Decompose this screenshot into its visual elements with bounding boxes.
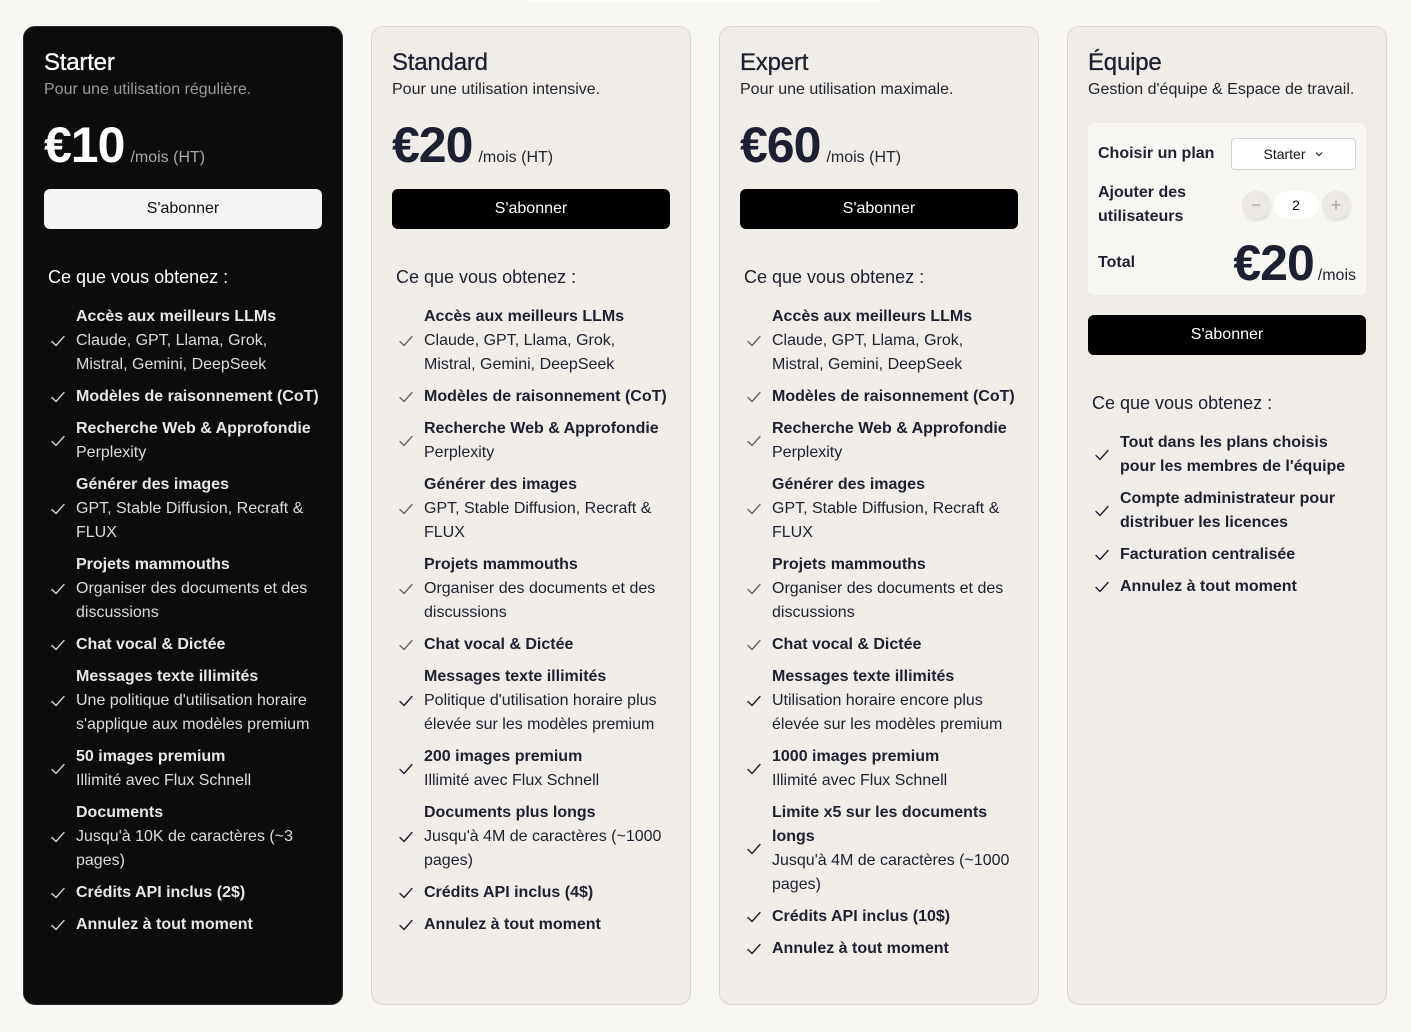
feature-heading: Accès aux meilleurs LLMs (76, 308, 277, 325)
feature-description: GPT, Stable Diffusion, Recraft & FLUX (424, 500, 652, 541)
check-icon (392, 637, 420, 653)
feature-item (392, 881, 670, 905)
check-icon (44, 693, 72, 709)
feature-heading: Annulez à tout moment (424, 916, 601, 933)
subscribe-button-standard[interactable]: S'abonner (392, 189, 670, 229)
check-icon (1088, 579, 1116, 595)
feature-heading: Projets mammouths (772, 556, 926, 573)
check-icon (740, 581, 768, 597)
check-icon (1088, 503, 1116, 519)
feature-item (1088, 487, 1366, 535)
feature-item (392, 385, 670, 409)
feature-heading: Chat vocal & Dictée (424, 636, 574, 653)
check-icon (392, 693, 420, 709)
feature-list (1088, 431, 1366, 599)
feature-item (740, 801, 1018, 897)
feature-description: Jusqu'à 10K de caractères (~3 pages) (76, 828, 293, 869)
feature-heading: Compte administrateur pour distribuer les licences (1120, 490, 1336, 531)
feature-heading: Annulez à tout moment (772, 940, 949, 957)
feature-item (392, 553, 670, 625)
plan-title: Starter (44, 49, 115, 76)
chevron-down-icon (1314, 149, 1324, 159)
feature-item (392, 801, 670, 873)
feature-item (392, 473, 670, 545)
features-title: Ce que vous obtenez : (1092, 393, 1273, 413)
feature-heading: Générer des images (424, 476, 577, 493)
check-icon (392, 917, 420, 933)
feature-description: Perplexity (424, 444, 495, 461)
plan-card-standard (371, 26, 691, 1005)
feature-item (44, 665, 322, 737)
feature-heading: Annulez à tout moment (1120, 578, 1297, 595)
feature-item (392, 417, 670, 465)
feature-description: Utilisation horaire encore plus élevée sur les modèles premium (772, 692, 1003, 733)
feature-heading: 50 images premium (76, 748, 226, 765)
feature-heading: Messages texte illimités (772, 668, 955, 685)
feature-description: Jusqu'à 4M de caractères (~1000 pages) (772, 852, 1010, 893)
feature-item (740, 305, 1018, 377)
features-title: Ce que vous obtenez : (48, 267, 229, 287)
add-users-label: Ajouter des utilisateurs (1098, 184, 1187, 225)
check-icon (44, 637, 72, 653)
plan-subtitle: Pour une utilisation intensive. (392, 81, 601, 98)
check-icon (740, 693, 768, 709)
plan-card-starter (23, 26, 343, 1005)
feature-heading: Projets mammouths (424, 556, 578, 573)
feature-item (1088, 575, 1366, 599)
subscribe-button-expert[interactable]: S'abonner (740, 189, 1018, 229)
check-icon (740, 433, 768, 449)
feature-heading: Documents plus longs (424, 804, 596, 821)
feature-item (740, 937, 1018, 961)
subscribe-button-starter[interactable]: S'abonner (44, 189, 322, 229)
total-label: Total (1098, 254, 1136, 271)
price-row (44, 117, 322, 175)
feature-heading: Annulez à tout moment (76, 916, 253, 933)
increment-button[interactable] (1322, 191, 1350, 219)
feature-heading: Tout dans les plans choisis pour les membres de l'équipe (1120, 434, 1346, 475)
plan-subtitle: Gestion d'équipe & Espace de travail. (1088, 81, 1355, 98)
check-icon (1088, 547, 1116, 563)
feature-description: Illimité avec Flux Schnell (772, 772, 948, 789)
feature-heading: Modèles de raisonnement (CoT) (76, 388, 319, 405)
feature-description: Perplexity (76, 444, 147, 461)
feature-item (44, 553, 322, 625)
feature-description: Organiser des documents et des discussions (424, 580, 656, 621)
feature-item (740, 633, 1018, 657)
decrement-button[interactable] (1242, 191, 1270, 219)
feature-item (44, 633, 322, 657)
check-icon (740, 333, 768, 349)
total-price: €20 (1233, 235, 1314, 291)
plan-price: €20 (392, 117, 473, 173)
feature-list (740, 305, 1018, 961)
feature-description: Claude, GPT, Llama, Grok, Mistral, Gemini, DeepSeek (772, 332, 964, 373)
check-icon (44, 761, 72, 777)
check-icon (392, 885, 420, 901)
check-icon (740, 941, 768, 957)
feature-heading: Générer des images (76, 476, 229, 493)
check-icon (44, 581, 72, 597)
feature-heading: Crédits API inclus (2$) (76, 884, 246, 901)
check-icon (44, 885, 72, 901)
feature-description: Organiser des documents et des discussions (772, 580, 1004, 621)
plan-title: Équipe (1088, 49, 1162, 76)
plan-select[interactable] (1231, 138, 1356, 170)
feature-description: Claude, GPT, Llama, Grok, Mistral, Gemini, DeepSeek (76, 332, 268, 373)
feature-heading: Recherche Web & Approfondie (424, 420, 659, 437)
feature-item (1088, 431, 1366, 479)
feature-heading: Modèles de raisonnement (CoT) (424, 388, 667, 405)
feature-heading: Messages texte illimités (76, 668, 259, 685)
feature-list (44, 305, 322, 937)
features-title: Ce que vous obtenez : (396, 267, 577, 287)
minus-icon: − (1250, 194, 1262, 215)
check-icon (44, 389, 72, 405)
feature-heading: Crédits API inclus (10$) (772, 908, 951, 925)
check-icon (392, 581, 420, 597)
feature-description: Une politique d'utilisation horaire s'applique aux modèles premium (76, 692, 310, 733)
feature-item (44, 385, 322, 409)
feature-item (740, 417, 1018, 465)
feature-heading: Accès aux meilleurs LLMs (424, 308, 625, 325)
user-count-value[interactable]: 2 (1274, 191, 1318, 219)
feature-list (392, 305, 670, 937)
check-icon (392, 389, 420, 405)
check-icon (392, 333, 420, 349)
check-icon (44, 501, 72, 517)
price-unit: /mois (HT) (826, 149, 902, 166)
choose-plan-label: Choisir un plan (1098, 145, 1215, 162)
feature-item (44, 473, 322, 545)
feature-heading: Accès aux meilleurs LLMs (772, 308, 973, 325)
check-icon (740, 637, 768, 653)
feature-item (44, 305, 322, 377)
feature-heading: Recherche Web & Approfondie (76, 420, 311, 437)
feature-description: Jusqu'à 4M de caractères (~1000 pages) (424, 828, 662, 869)
feature-heading: Chat vocal & Dictée (772, 636, 922, 653)
check-icon (740, 909, 768, 925)
plan-price: €10 (44, 117, 125, 173)
feature-description: Politique d'utilisation horaire plus élevée sur les modèles premium (424, 692, 657, 733)
price-unit: /mois (HT) (478, 149, 554, 166)
feature-description: Perplexity (772, 444, 843, 461)
check-icon (392, 433, 420, 449)
plan-price: €60 (740, 117, 821, 173)
feature-heading: Limite x5 sur les documents longs (772, 804, 988, 845)
feature-description: GPT, Stable Diffusion, Recraft & FLUX (76, 500, 304, 541)
check-icon (740, 389, 768, 405)
feature-item (392, 305, 670, 377)
check-icon (740, 761, 768, 777)
feature-description: Claude, GPT, Llama, Grok, Mistral, Gemini, DeepSeek (424, 332, 616, 373)
feature-heading: 1000 images premium (772, 748, 940, 765)
feature-item (392, 913, 670, 937)
check-icon (1088, 447, 1116, 463)
feature-heading: Documents (76, 804, 164, 821)
feature-item (740, 553, 1018, 625)
team-config-panel (1088, 123, 1366, 295)
feature-heading: 200 images premium (424, 748, 583, 765)
feature-item (740, 473, 1018, 545)
check-icon (44, 829, 72, 845)
check-icon (392, 761, 420, 777)
check-icon (740, 501, 768, 517)
feature-item (740, 745, 1018, 793)
plan-subtitle: Pour une utilisation maximale. (740, 81, 954, 98)
feature-heading: Modèles de raisonnement (CoT) (772, 388, 1015, 405)
check-icon (392, 501, 420, 517)
feature-description: Organiser des documents et des discussions (76, 580, 308, 621)
feature-heading: Crédits API inclus (4$) (424, 884, 594, 901)
feature-description: GPT, Stable Diffusion, Recraft & FLUX (772, 500, 1000, 541)
price-unit: /mois (HT) (130, 149, 206, 166)
price-row (392, 117, 670, 175)
feature-item (44, 881, 322, 905)
features-title: Ce que vous obtenez : (744, 267, 925, 287)
plan-title: Expert (740, 49, 809, 76)
plan-card-expert (719, 26, 1039, 1005)
feature-heading: Chat vocal & Dictée (76, 636, 226, 653)
plan-subtitle: Pour une utilisation régulière. (44, 81, 252, 98)
feature-heading: Facturation centralisée (1120, 546, 1296, 563)
plan-title: Standard (392, 49, 488, 76)
feature-heading: Messages texte illimités (424, 668, 607, 685)
feature-description: Illimité avec Flux Schnell (76, 772, 252, 789)
feature-heading: Projets mammouths (76, 556, 230, 573)
feature-item (740, 385, 1018, 409)
feature-item (44, 913, 322, 937)
check-icon (44, 333, 72, 349)
feature-item (1088, 543, 1366, 567)
total-unit: /mois (1317, 267, 1356, 284)
feature-item (392, 665, 670, 737)
check-icon (44, 433, 72, 449)
feature-heading: Générer des images (772, 476, 925, 493)
check-icon (392, 829, 420, 845)
feature-description: Illimité avec Flux Schnell (424, 772, 600, 789)
plan-select-value: Starter (1263, 146, 1306, 162)
feature-item (44, 417, 322, 465)
top-tab-strip (527, 0, 881, 2)
feature-item (740, 665, 1018, 737)
feature-item (740, 905, 1018, 929)
team-subscribe-button[interactable]: S'abonner (1088, 315, 1366, 355)
feature-item (392, 633, 670, 657)
check-icon (740, 841, 768, 857)
check-icon (44, 917, 72, 933)
feature-item (44, 745, 322, 793)
price-row (740, 117, 1018, 175)
plus-icon: + (1330, 194, 1342, 215)
feature-heading: Recherche Web & Approfondie (772, 420, 1007, 437)
plan-card-team (1067, 26, 1387, 1005)
feature-item (392, 745, 670, 793)
feature-item (44, 801, 322, 873)
user-count-stepper (1242, 191, 1350, 219)
